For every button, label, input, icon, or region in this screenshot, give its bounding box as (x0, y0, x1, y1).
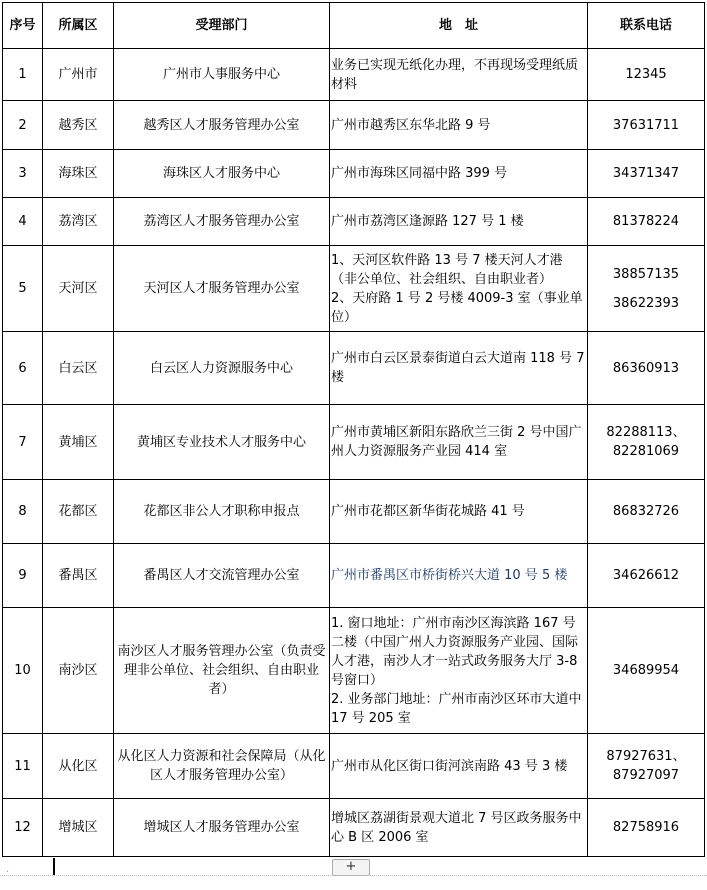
row-no-cell[interactable]: 3 (3, 150, 43, 198)
row-phone-cell[interactable] (588, 246, 705, 332)
row-no-cell[interactable]: 6 (3, 332, 43, 405)
page-marker-dot: · (6, 867, 11, 878)
phone-line-2: 87927097 (612, 768, 680, 783)
row-district-cell[interactable]: 荔湾区 (43, 198, 114, 246)
row-district-cell[interactable]: 从化区 (43, 734, 114, 799)
row-no-cell[interactable]: 9 (3, 544, 43, 608)
header-row (3, 3, 705, 49)
row-address-cell[interactable]: 广州市番禺区市桥街桥兴大道 10 号 5 楼 (330, 544, 588, 608)
row-district-cell[interactable]: 黄埔区 (43, 405, 114, 480)
row-dept-cell[interactable]: 花都区非公人才职称申报点 (114, 480, 330, 544)
table-row (3, 246, 705, 332)
row-district-cell[interactable]: 广州市 (43, 49, 114, 101)
text-cursor (53, 858, 55, 875)
row-address-cell[interactable] (330, 246, 588, 332)
phone-line-2: 82281069 (612, 444, 680, 459)
row-address-cell[interactable] (330, 608, 588, 734)
row-dept-cell[interactable]: 从化区人力资源和社会保障局（从化区人才服务管理办公室） (114, 734, 330, 799)
row-dept-cell[interactable]: 广州市人事服务中心 (114, 49, 330, 101)
row-district-cell[interactable]: 越秀区 (43, 101, 114, 150)
row-phone-cell[interactable]: 86360913 (588, 332, 705, 405)
row-district-cell[interactable]: 白云区 (43, 332, 114, 405)
row-phone-cell[interactable]: 82758916 (588, 799, 705, 857)
row-district-cell[interactable]: 海珠区 (43, 150, 114, 198)
editor-bottom-bar (0, 858, 707, 890)
row-address-cell[interactable]: 广州市白云区景泰街道白云大道南 118 号 7 楼 (330, 332, 588, 405)
row-address-cell[interactable]: 广州市花都区新华街花城路 41 号 (330, 480, 588, 544)
add-row-button[interactable]: + (332, 859, 370, 876)
row-no-cell[interactable]: 12 (3, 799, 43, 857)
address-line-2: 2、天府路 1 号 2 号楼 4009-3 室（事业单位） (331, 290, 583, 325)
header-cell-address[interactable]: 地 址 (330, 3, 588, 49)
row-district-cell[interactable]: 天河区 (43, 246, 114, 332)
row-no-cell[interactable]: 10 (3, 608, 43, 734)
row-address-cell[interactable]: 广州市海珠区同福中路 399 号 (330, 150, 588, 198)
table-row (3, 332, 705, 405)
table-row (3, 608, 705, 734)
row-dept-cell[interactable]: 白云区人力资源服务中心 (114, 332, 330, 405)
row-phone-cell[interactable]: 86832726 (588, 480, 705, 544)
row-dept-cell[interactable]: 越秀区人才服务管理办公室 (114, 101, 330, 150)
row-address-cell[interactable]: 广州市黄埔区新阳东路欣兰三街 2 号中国广州人力资源服务产业园 414 室 (330, 405, 588, 480)
row-phone-cell[interactable]: 34689954 (588, 608, 705, 734)
table-row (3, 198, 705, 246)
row-dept-cell[interactable]: 黄埔区专业技术人才服务中心 (114, 405, 330, 480)
address-line-1: 1. 窗口地址：广州市南沙区海滨路 167 号二楼（中国广州人力资源服务产业园、国际人才港，南沙人才一站式政务服务大厅 3-8 号窗口） (331, 615, 579, 688)
row-phone-cell[interactable] (588, 405, 705, 480)
row-no-cell[interactable]: 7 (3, 405, 43, 480)
row-phone-cell[interactable] (588, 734, 705, 799)
table-row (3, 49, 705, 101)
row-no-cell[interactable]: 8 (3, 480, 43, 544)
row-no-cell[interactable]: 2 (3, 101, 43, 150)
row-no-cell[interactable]: 5 (3, 246, 43, 332)
row-district-cell[interactable]: 番禺区 (43, 544, 114, 608)
address-line-2: 2. 业务部门地址：广州市南沙区环市大道中 17 号 205 室 (331, 691, 582, 726)
row-address-cell[interactable]: 广州市从化区街口街河滨南路 43 号 3 楼 (330, 734, 588, 799)
row-dept-cell[interactable]: 天河区人才服务管理办公室 (114, 246, 330, 332)
service-directory-table (2, 2, 705, 857)
row-no-cell[interactable]: 4 (3, 198, 43, 246)
address-line-1: 1、天河区软件路 13 号 7 楼天河人才港（非公单位、社会组织、自由职业者） (331, 252, 563, 287)
row-address-cell[interactable]: 广州市越秀区东华北路 9 号 (330, 101, 588, 150)
row-phone-cell[interactable]: 34371347 (588, 150, 705, 198)
table-row (3, 799, 705, 857)
table-row (3, 734, 705, 799)
table-row (3, 150, 705, 198)
row-dept-cell[interactable]: 增城区人才服务管理办公室 (114, 799, 330, 857)
page-edge-divider (0, 875, 707, 877)
phone-gap (590, 284, 702, 294)
row-address-cell[interactable]: 广州市荔湾区逢源路 127 号 1 楼 (330, 198, 588, 246)
table-row (3, 405, 705, 480)
row-district-cell[interactable]: 增城区 (43, 799, 114, 857)
row-address-cell[interactable]: 增城区荔湖街景观大道北 7 号区政务服务中心 B 区 2006 室 (330, 799, 588, 857)
row-phone-cell[interactable]: 12345 (588, 49, 705, 101)
row-district-cell[interactable]: 南沙区 (43, 608, 114, 734)
row-dept-cell[interactable]: 海珠区人才服务中心 (114, 150, 330, 198)
row-district-cell[interactable]: 花都区 (43, 480, 114, 544)
header-cell-phone[interactable]: 联系电话 (588, 3, 705, 49)
row-phone-cell[interactable]: 81378224 (588, 198, 705, 246)
row-no-cell[interactable]: 11 (3, 734, 43, 799)
phone-line-1: 82288113、 (606, 425, 686, 440)
phone-line-1: 38857135 (612, 266, 680, 282)
table-row (3, 480, 705, 544)
table-row (3, 544, 705, 608)
row-dept-cell[interactable]: 番禺区人才交流管理办公室 (114, 544, 330, 608)
row-dept-cell[interactable]: 荔湾区人才服务管理办公室 (114, 198, 330, 246)
row-phone-cell[interactable]: 34626612 (588, 544, 705, 608)
document-table-container (2, 2, 705, 857)
header-cell-no[interactable]: 序号 (3, 3, 43, 49)
row-dept-cell[interactable]: 南沙区人才服务管理办公室（负责受理非公单位、社会组织、自由职业者） (114, 608, 330, 734)
header-cell-dept[interactable]: 受理部门 (114, 3, 330, 49)
row-phone-cell[interactable]: 37631711 (588, 101, 705, 150)
table-row (3, 101, 705, 150)
header-cell-district[interactable]: 所属区 (43, 3, 114, 49)
row-address-cell[interactable]: 业务已实现无纸化办理，不再现场受理纸质材料 (330, 49, 588, 101)
phone-line-1: 87927631、 (606, 749, 686, 764)
phone-line-2: 38622393 (612, 295, 680, 311)
row-no-cell[interactable]: 1 (3, 49, 43, 101)
